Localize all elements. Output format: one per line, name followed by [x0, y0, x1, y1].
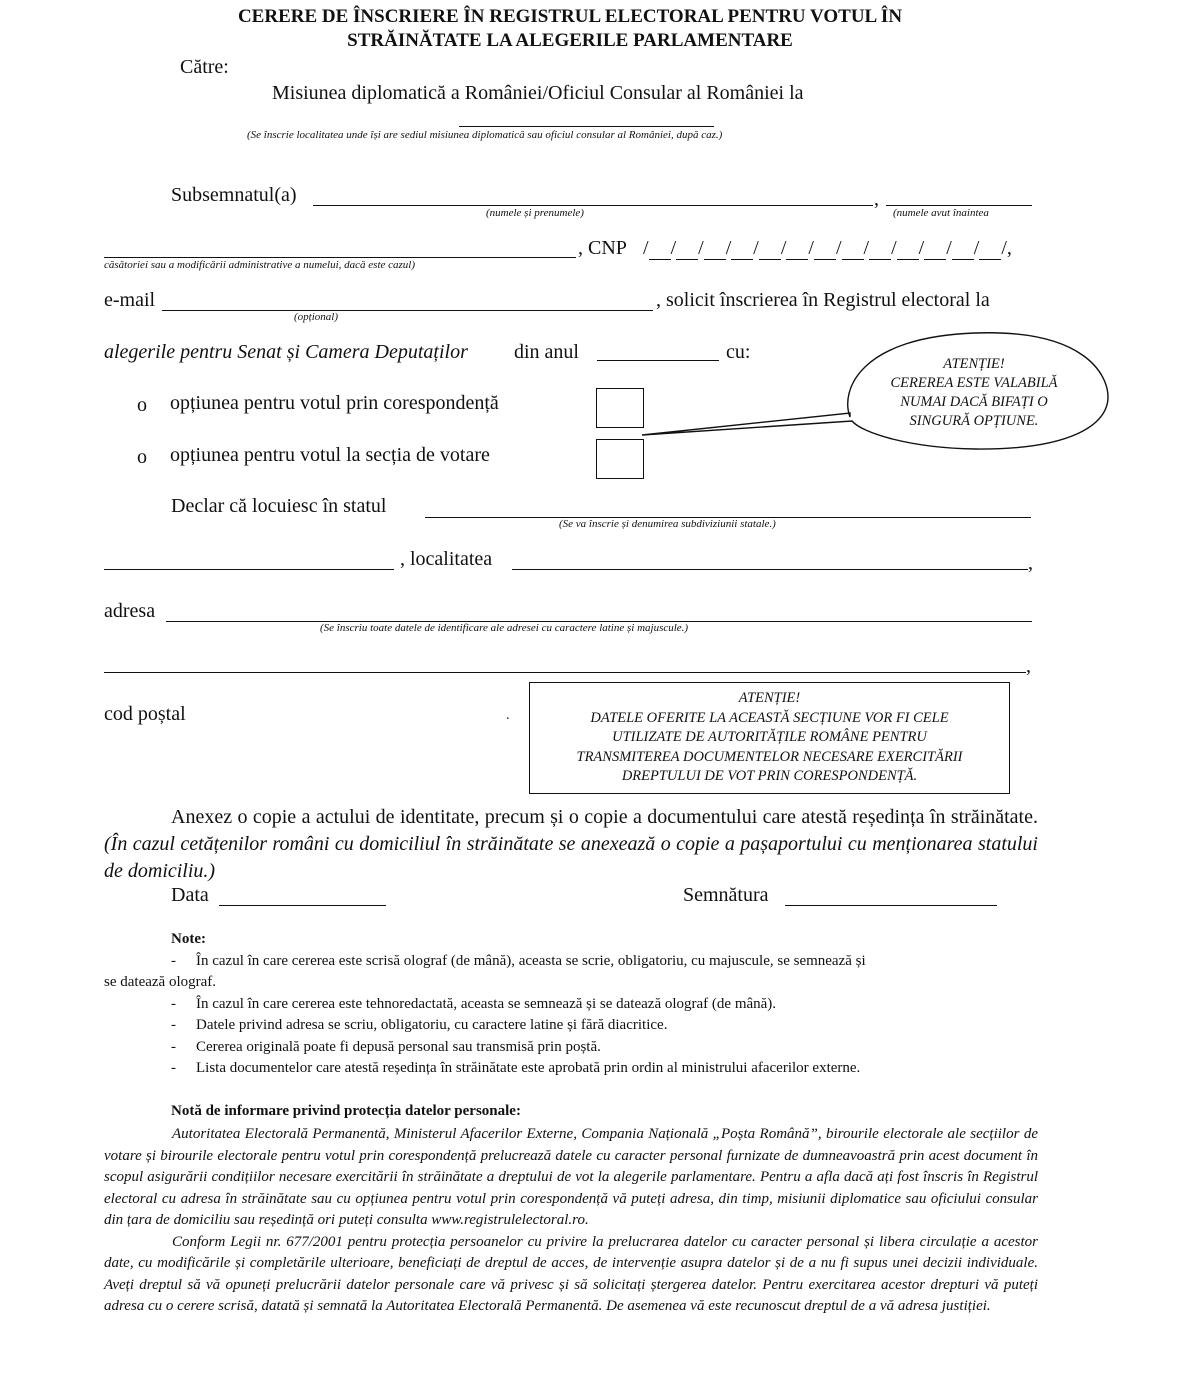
attention-line: ATENȚIE! [738, 690, 801, 706]
hint-adresa: (Se înscriu toate datele de identificare ale adresei cu caractere latine și majuscule.) [320, 622, 689, 634]
anexez-italic-text: (În cazul cetățenilor români cu domiciliul în străinătate se anexează o copie a pașaportului cu menționarea statului de domiciliu.) [104, 833, 1038, 882]
note-dash: - [171, 996, 176, 1012]
postal-code-field[interactable]: . [506, 708, 510, 723]
note-item: În cazul în care cererea este tehnoredactată, aceasta se semnează și se datează olograf (de mână). [196, 996, 777, 1012]
cnp-slash: / [725, 237, 732, 259]
catre-label: Către: [180, 56, 229, 78]
note-item: se datează olograf. [104, 974, 217, 990]
alegerile-text: alegerile pentru Senat și Camera Deputaților [104, 341, 468, 363]
cnp-slash: / [808, 237, 814, 259]
cnp-slash: / [670, 237, 677, 259]
notes-title: Note: [171, 931, 206, 947]
cnp-slash: / [1001, 237, 1007, 259]
adresa-label: adresa [104, 600, 156, 622]
cnp-digit-cell[interactable] [842, 241, 864, 260]
cnp-slash: / [753, 237, 759, 259]
cnp-slash: / [643, 237, 649, 259]
comma-2: , [1028, 552, 1033, 574]
signature-field[interactable] [785, 905, 997, 906]
localitatea-label: , localitatea [400, 548, 493, 570]
cnp-slash: / [835, 237, 842, 259]
cnp-slash: / [891, 237, 897, 259]
date-field[interactable] [219, 905, 386, 906]
cnp-slash: / [918, 237, 925, 259]
attention-bubble-text [858, 355, 1090, 431]
cnp-digit-cell[interactable] [676, 241, 698, 260]
misiune-locality-line[interactable] [459, 126, 714, 127]
option-bullet: o [137, 394, 147, 416]
semnatura-label: Semnătura [683, 884, 769, 906]
note-item: În cazul în care cererea este scrisă olograf (de mână), aceasta se scrie, obligatoriu, cu majuscule, se semnează și [196, 953, 866, 969]
cnp-digit-cell[interactable] [979, 241, 1001, 260]
cnp-digit-cell[interactable] [704, 241, 726, 260]
hint-nume: (numele și prenumele) [486, 207, 584, 219]
cnp-digit-cell[interactable] [759, 241, 781, 260]
cnp-field[interactable] [643, 237, 1012, 260]
subdivision-field[interactable] [104, 569, 394, 570]
privacy-paragraph: Conform Legii nr. 677/2001 pentru protecția persoanelor cu privire la prelucrarea datelor cu caracter personal și libera circulație a acestor date, cu modificările și completările ulterioare, beneficiați de dreptul de acces, de intervenție asupra datelor și de a nu fi supus unei decizii individuale. Aveți dreptul să vă opuneți prelucrării datelor personale care vă privesc și să solicitați ștergerea datelor. Pentru exercitarea acestor drepturi vă puteți adresa cu o cerere scrisă, datată și semnată la Autoritatea Electorală Permanentă. De asemenea vă este recunoscut dreptul de a vă adresa justiției. [104, 1233, 1038, 1314]
anexez-text: Anexez o copie a actului de identitate, precum și o copie a documentului care atestă reședința în străinătate. [171, 806, 1038, 828]
note-item: Lista documentelor care atestă reședința în străinătate este aprobată prin ordin al ministrului afacerilor externe. [196, 1060, 861, 1076]
attention-line: NUMAI DACĂ BIFAȚI O [900, 394, 1048, 410]
privacy-notice [104, 1124, 1038, 1318]
option-corespondenta-label: opțiunea pentru votul prin corespondență [170, 392, 499, 414]
hint-casatoriei: căsătoriei sau a modificării administrative a numelui, dacă este cazul) [104, 259, 416, 271]
din-anul-text: din anul [514, 341, 579, 363]
previous-name-field-cont[interactable] [104, 257, 576, 258]
privacy-paragraph: Autoritatea Electorală Permanentă, Ministerul Afacerilor Externe, Compania Națională „Poșta Română”, birourile electorale ale secțiilor de votare și birourile electorale pentru votul prin corespondență prelucrează datele cu caracter personal furnizate de dumneavoastră prin acest document în scopul asigurării condițiilor necesare exercitării în străinătate a dreptului de vot la alegerile parlamentare. Pentru a afla dacă ați fost înscris în Registrul electoral cu adresa în străinătate sau cu opțiunea pentru votul prin corespondență vă puteți adresa, din timp, misiunii diplomatice sau oficiului consular din țara de domiciliu sau reședință ori puteți consulta www.registrulelectoral.ro. [104, 1126, 1038, 1228]
cnp-label: , CNP [578, 237, 627, 259]
email-field[interactable] [162, 310, 653, 311]
hint-subdiviziune: (Se va înscrie și denumirea subdiviziunii statale.) [559, 518, 776, 530]
comma-1: , [874, 188, 879, 210]
attention-line: CEREREA ESTE VALABILĂ [890, 375, 1058, 391]
cnp-slash: / [973, 237, 980, 259]
attention-line: UTILIZATE DE AUTORITĂȚILE ROMÂNE PENTRU [612, 729, 927, 745]
cnp-slash: / [780, 237, 787, 259]
previous-name-field[interactable] [886, 205, 1032, 206]
attention-box [529, 682, 1010, 794]
option-sectie-label: opțiunea pentru votul la secția de votare [170, 444, 490, 466]
email-label: e-mail [104, 289, 156, 311]
hint-nume-avut: (numele avut înaintea [893, 207, 989, 219]
cnp-digit-cell[interactable] [731, 241, 753, 260]
cu-text: cu: [726, 341, 751, 363]
attention-line: DATELE OFERITE LA ACEASTĂ SECȚIUNE VOR FI CELE [590, 709, 949, 726]
data-label: Data [171, 884, 209, 906]
form-title-line1: CERERE DE ÎNSCRIERE ÎN REGISTRUL ELECTORAL PENTRU VOTUL ÎN [237, 6, 903, 27]
cnp-digit-cell[interactable] [897, 241, 919, 260]
name-field[interactable] [313, 205, 873, 206]
cod-postal-label: cod poștal [104, 703, 186, 725]
attention-line: DREPTULUI DE VOT PRIN CORESPONDENȚĂ. [621, 768, 918, 784]
note-dash: - [171, 953, 176, 969]
anexez-paragraph [104, 804, 1038, 885]
subsemnatul-label: Subsemnatul(a) [171, 184, 297, 206]
hint-optional: (opțional) [294, 311, 338, 323]
solicit-text: , solicit înscrierea în Registrul electoral la [656, 289, 990, 311]
address-field-cont[interactable] [104, 672, 1026, 673]
cnp-digit-cell[interactable] [786, 241, 808, 260]
hint-localitate: (Se înscrie localitatea unde își are sediul misiunea diplomatică sau oficiul consular al României, după caz.) [247, 129, 723, 141]
cnp-digit-cell[interactable] [869, 241, 891, 260]
cnp-slash: / [863, 237, 870, 259]
comma-3: , [1026, 655, 1031, 677]
note-item: Cererea originală poate fi depusă personal sau transmisă prin poștă. [196, 1039, 601, 1055]
attention-line: TRANSMITEREA DOCUMENTELOR NECESARE EXERCITĂRII [576, 748, 963, 765]
note-dash: - [171, 1017, 176, 1033]
cnp-digit-cell[interactable] [924, 241, 946, 260]
note-item: Datele privind adresa se scriu, obligatoriu, cu caractere latine și fără diacritice. [196, 1017, 668, 1033]
form-title-line2: STRĂINĂTATE LA ALEGERILE PARLAMENTARE [347, 30, 793, 51]
privacy-title: Notă de informare privind protecția datelor personale: [171, 1103, 521, 1119]
cnp-digit-cell[interactable] [649, 241, 671, 260]
attention-line: ATENȚIE! [943, 356, 1005, 372]
cnp-comma: , [1006, 237, 1012, 259]
misiunea-label: Misiunea diplomatică a României/Oficiul Consular al României la [272, 82, 804, 104]
option-bullet: o [137, 446, 147, 468]
cnp-digit-cell[interactable] [814, 241, 836, 260]
cnp-slash: / [698, 237, 704, 259]
note-dash: - [171, 1060, 176, 1076]
note-dash: - [171, 1039, 176, 1055]
cnp-slash: / [946, 237, 952, 259]
attention-line: SINGURĂ OPȚIUNE. [909, 413, 1039, 429]
declar-text: Declar că locuiesc în statul [171, 495, 387, 517]
locality-field[interactable] [512, 569, 1028, 570]
cnp-digit-cell[interactable] [952, 241, 974, 260]
